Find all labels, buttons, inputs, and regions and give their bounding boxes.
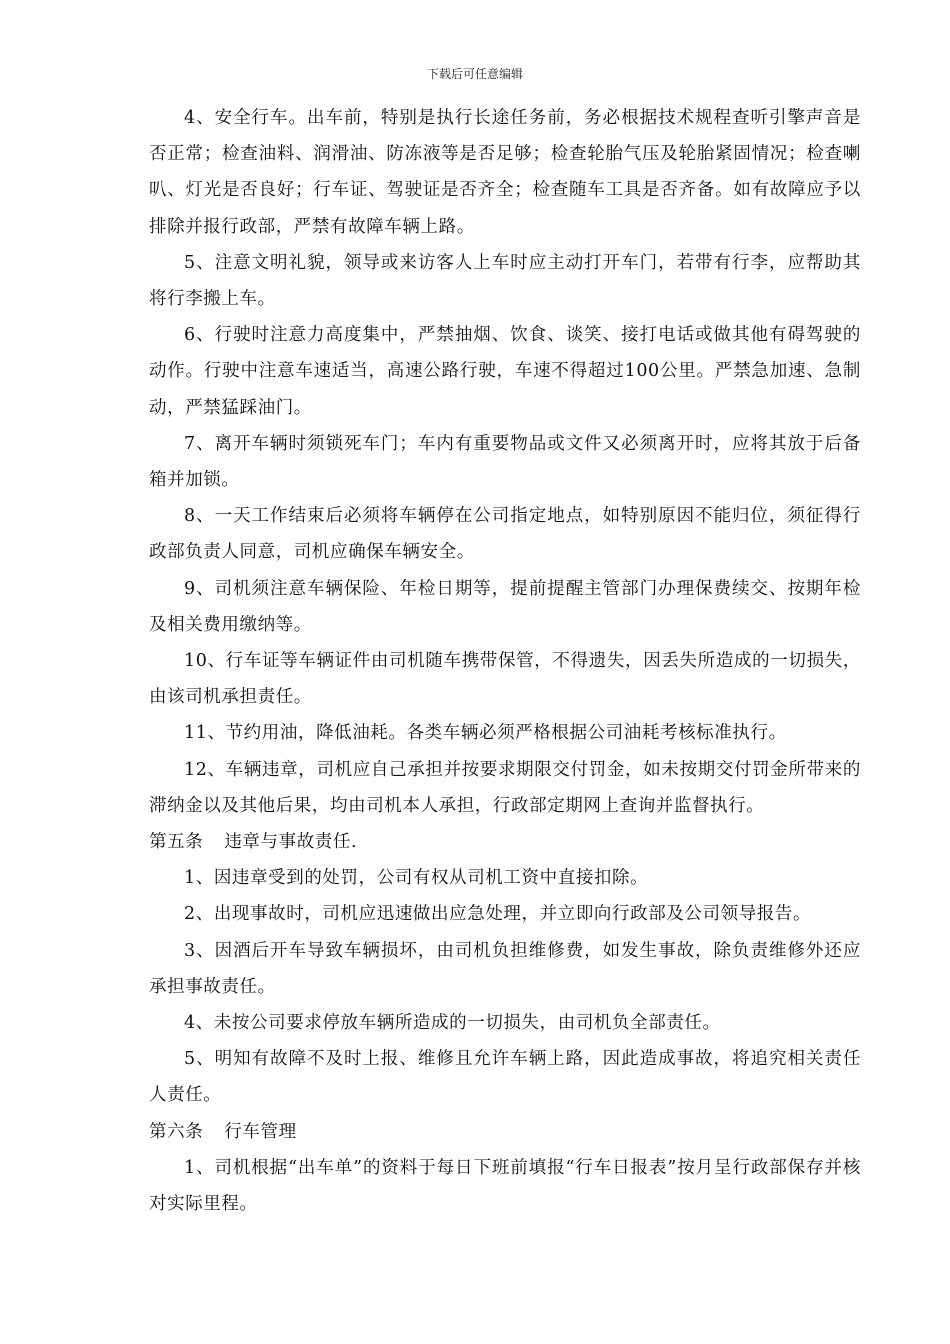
article-label: 第五条 xyxy=(149,832,204,853)
article-label: 第六条 xyxy=(149,1121,204,1142)
paragraph: 5、明知有故障不及时上报、维修且允许车辆上路，因此造成事故，将追究相关责任人责任。 xyxy=(149,1049,861,1106)
paragraph: 12、车辆违章，司机应自己承担并按要求期限交付罚金，如未按期交付罚金所带来的滞纳金以及其他后果，均由司机本人承担，行政部定期网上查询并监督执行。 xyxy=(149,759,861,816)
paragraph: 11、节约用油，降低油耗。各类车辆必须严格根据公司油耗考核标准执行。 xyxy=(184,723,787,744)
paragraph: 1、因违章受到的处罚，公司有权从司机工资中直接扣除。 xyxy=(184,868,649,889)
paragraph: 6、行驶时注意力高度集中，严禁抽烟、饮食、谈笑、接打电话或做其他有碍驾驶的动作。行驶中注意车速适当，高速公路行驶，车速不得超过100公里。严禁急加速、急制动，严禁猛踩油门。 xyxy=(149,325,861,418)
paragraph: 5、注意文明礼貌，领导或来访客人上车时应主动打开车门，若带有行李，应帮助其将行李搬上车。 xyxy=(149,252,861,310)
article-heading xyxy=(149,824,861,860)
paragraph: 4、未按公司要求停放车辆所造成的一切损失，由司机负全部责任。 xyxy=(184,1013,721,1034)
paragraph: 1、司机根据“出车单”的资料于每日下班前填报“行车日报表”按月呈行政部保存并核对实际里程。 xyxy=(149,1157,861,1215)
paragraph: 4、安全行车。出车前，特别是执行长途任务前，务必根据技术规程查听引擎声音是否正常；检查油料、润滑油、防冻液等是否足够；检查轮胎气压及轮胎紧固情况；检查喇叭、灯光是否良好；行车证、驾驶证是否齐全；检查随车工具是否齐备。如有故障应予以排除并报行政部，严禁有故障车辆上路。 xyxy=(149,108,861,237)
document-body xyxy=(149,100,861,1222)
article-title: 行车管理 xyxy=(224,1121,297,1142)
page-header: 下载后可任意编辑 xyxy=(426,67,523,81)
article-heading xyxy=(149,1114,861,1150)
paragraph: 2、出现事故时，司机应迅速做出应急处理，并立即向行政部及公司领导报告。 xyxy=(184,904,812,925)
paragraph: 8、一天工作结束后必须将车辆停在公司指定地点，如特别原因不能归位，须征得行政部负责人同意，司机应确保车辆安全。 xyxy=(149,506,861,563)
paragraph: 7、离开车辆时须锁死车门；车内有重要物品或文件又必须离开时，应将其放于后备箱并加锁。 xyxy=(149,433,861,491)
paragraph: 10、行车证等车辆证件由司机随车携带保管，不得遗失，因丢失所造成的一切损失，由该司机承担责任。 xyxy=(149,651,861,708)
paragraph: 3、因酒后开车导致车辆损坏，由司机负担维修费，如发生事故，除负责维修外还应承担事故责任。 xyxy=(149,940,861,997)
article-title: 违章与事故责任. xyxy=(224,832,358,853)
paragraph: 9、司机须注意车辆保险、年检日期等，提前提醒主管部门办理保费续交、按期年检及相关费用缴纳等。 xyxy=(149,578,861,635)
